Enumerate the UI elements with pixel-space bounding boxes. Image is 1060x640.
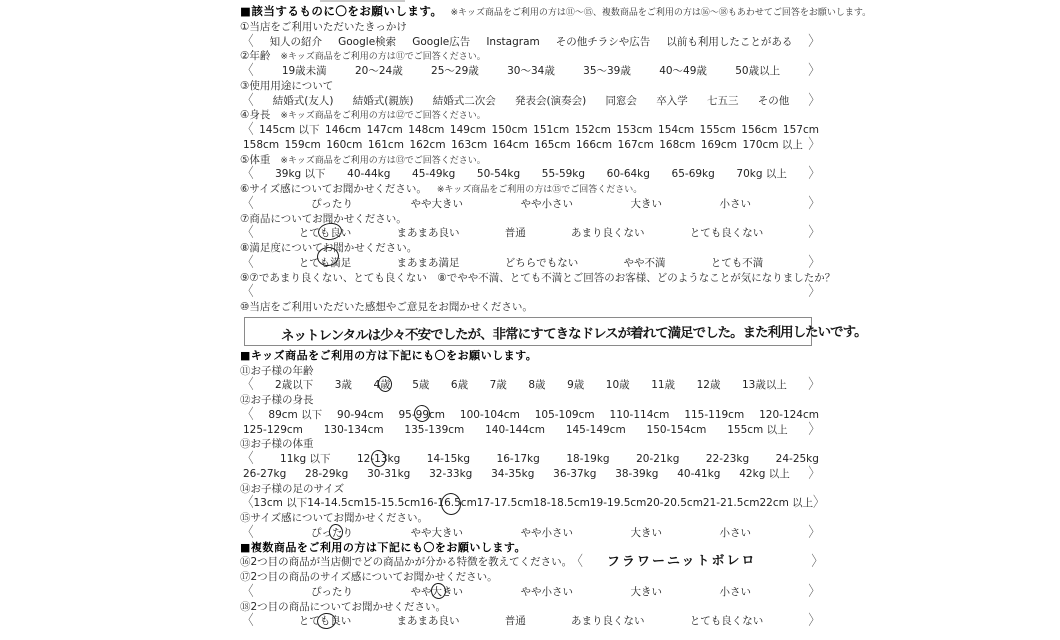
option-item: 150-154cm (646, 423, 707, 436)
option-item: 13cm 以下 (253, 497, 308, 510)
options-row (240, 423, 822, 438)
option-item: 156cm (741, 124, 778, 136)
form-body (240, 20, 867, 630)
options-row (240, 496, 822, 511)
close-bracket: 〉 (811, 554, 822, 571)
section-header (240, 349, 822, 364)
form-title: ■該当するものに〇をお願いします。 (240, 4, 443, 18)
question-text: ⑫お子様の身長 (240, 394, 314, 406)
question-label (240, 153, 822, 168)
option-item: 22-23kg (705, 453, 750, 465)
option-item: 結婚式(友人) (272, 94, 334, 107)
option-item: 50歳以上 (735, 65, 781, 77)
option-item: 10歳 (605, 379, 630, 392)
question-text: ⑥サイズ感についてお聞かせください。 (240, 183, 427, 195)
scan-artifact-line (320, 0, 405, 2)
options-row (240, 138, 822, 153)
option-item: とても良い (299, 614, 352, 629)
comment-box (244, 317, 867, 346)
option-item: 42kg 以上 (739, 467, 790, 480)
option-item: 5歳 (412, 379, 430, 392)
option-item: 28-29kg (305, 467, 349, 480)
option-item: 小さい (719, 197, 751, 210)
close-bracket: 〉 (808, 284, 819, 301)
option-item: やや不満 (623, 256, 666, 269)
close-bracket: 〉 (808, 613, 819, 630)
open-bracket: 〈 (243, 495, 254, 512)
close-bracket: 〉 (813, 495, 824, 512)
options-row (240, 35, 822, 50)
question-text: ⑤体重 (240, 153, 271, 166)
option-item: 154cm (658, 124, 695, 136)
open-bracket: 〈 (243, 524, 254, 541)
option-item: 大きい (630, 526, 662, 539)
open-bracket: 〈 (243, 406, 254, 423)
option-item: 161cm (367, 138, 404, 151)
option-item: やや小さい (520, 526, 573, 539)
option-item: 小さい (719, 526, 751, 539)
option-item: Google検索 (338, 35, 397, 48)
option-item: ぴったり (311, 526, 353, 541)
option-item: 162cm (409, 138, 446, 151)
option-item: 同窓会 (605, 94, 637, 107)
open-bracket: 〈 (243, 583, 254, 600)
close-bracket: 〉 (808, 254, 819, 271)
option-item: まあまあ良い (396, 227, 460, 240)
option-item: 20〜24歳 (355, 65, 403, 77)
options-row (240, 167, 822, 182)
option-item: その他チラシや広告 (555, 35, 651, 48)
option-item: どちらでもない (504, 256, 579, 269)
option-item: 16-16.5cm (420, 496, 477, 511)
option-item: 20-21kg (636, 453, 680, 465)
option-item: 163cm (451, 138, 488, 151)
option-item: 4歳 (373, 378, 390, 393)
option-item: 7歳 (489, 379, 507, 392)
question-label (240, 600, 822, 615)
option-item: 164cm (492, 138, 529, 151)
question-label (240, 108, 822, 123)
question-label (240, 300, 822, 315)
option-item: 153cm (616, 124, 653, 136)
options-row (240, 467, 822, 482)
options-row (240, 64, 822, 79)
option-item: 2歳以下 (275, 379, 314, 392)
options-row (240, 123, 822, 138)
question-note: ※キッズ商品をご利用の方は⑬でご回答ください。 (280, 155, 486, 166)
option-item: 160cm (326, 138, 363, 151)
question-text: ⑪お子様の年齢 (240, 364, 314, 377)
question-text: ⑰2つ目の商品のサイズ感についてお聞かせください。 (240, 571, 498, 583)
option-item: ぴったり (311, 197, 353, 210)
section-title: ■複数商品をご利用の方は下記にも〇をお願いします。 (240, 540, 527, 554)
option-item: 135-139cm (404, 423, 465, 436)
option-item: 168cm (659, 138, 696, 151)
options-row (240, 256, 822, 271)
option-item: 普通 (504, 227, 526, 240)
handwritten-answer: フラワーニットボレロ (606, 553, 757, 571)
option-item: 110-114cm (609, 408, 670, 421)
option-item: 11歳 (651, 379, 676, 392)
handwritten-comment: ネットレンタルは少々不安でしたが、非常にすてきなドレスが着れて満足でした。また利用したいです。 (280, 323, 867, 344)
option-item: 39kg 以下 (275, 168, 326, 181)
option-item: 35〜39歳 (583, 65, 631, 77)
option-item: 120-124cm (759, 408, 819, 421)
option-item: 14-14.5cm (307, 497, 364, 510)
question-text: ⑧満足度についてお聞かせください。 (240, 242, 418, 254)
options-row (240, 408, 822, 423)
question-text: ②年齢 (240, 50, 271, 63)
open-bracket: 〈 (243, 62, 254, 79)
option-item: 55-59kg (541, 168, 586, 181)
option-item: 結婚式(親族) (352, 94, 414, 107)
option-item: Instagram (486, 35, 540, 48)
close-bracket: 〉 (808, 33, 819, 50)
option-item: 145-149cm (565, 423, 626, 436)
option-item: あまり良くない (571, 615, 645, 628)
handwritten-circle-mark (430, 582, 447, 600)
question-text: ⑩当店をご利用いただいた感想やご意見をお聞かせください。 (240, 301, 533, 313)
option-item: 155cm (699, 124, 736, 136)
question-label (240, 271, 836, 286)
question-note: ※キッズ商品をご利用の方は⑮でご回答ください。 (436, 185, 643, 195)
option-item: 36-37kg (553, 467, 597, 480)
option-item: やや大きい (410, 526, 463, 539)
option-item: 32-33kg (429, 467, 473, 480)
option-item: 60-64kg (606, 168, 650, 181)
open-bracket: 〈 (243, 195, 254, 212)
question-label (240, 241, 822, 256)
option-item: 45-49kg (412, 168, 456, 181)
question-text: ⑨⑦であまり良くない、とても良くない ⑧でやや不満、とても不満とご回答のお客様、どのようなことが気になりましたか？ (240, 271, 836, 284)
options-row (240, 197, 822, 212)
question-label (240, 364, 822, 379)
question-text: ⑮サイズ感についてお聞かせください。 (240, 512, 428, 524)
option-item: 167cm (617, 138, 654, 151)
close-bracket: 〉 (808, 421, 819, 438)
section-title: ■キッズ商品をご利用の方は下記にも〇をお願いします。 (240, 348, 538, 362)
option-item: 小さい (719, 585, 751, 598)
question-text: ③使用用途について (240, 79, 334, 92)
option-item: 卒入学 (656, 94, 688, 107)
option-item: 166cm (576, 138, 613, 151)
close-bracket: 〉 (808, 583, 819, 600)
open-bracket: 〈 (243, 92, 254, 109)
option-item: あまり良くない (571, 227, 645, 240)
option-item: 140-144cm (485, 423, 545, 436)
close-bracket: 〉 (808, 166, 819, 183)
open-bracket: 〈 (243, 166, 254, 183)
inline-answer-row (240, 555, 822, 570)
question-label (240, 182, 822, 197)
close-bracket: 〉 (808, 225, 819, 242)
option-item: 89cm 以下 (268, 408, 323, 421)
options-row (240, 526, 822, 541)
option-item: 13歳以上 (742, 379, 787, 392)
option-item: 158cm (243, 138, 280, 151)
option-item: 8歳 (528, 379, 546, 392)
option-item: 普通 (504, 615, 526, 628)
option-item: 145cm 以下 (259, 124, 320, 136)
option-item: 以前も利用したことがある (666, 35, 793, 48)
option-item: 12-13kg (357, 452, 400, 467)
handwritten-circle-mark (328, 523, 344, 541)
handwritten-circle-mark (370, 449, 387, 468)
question-label (240, 20, 822, 35)
open-bracket: 〈 (243, 377, 254, 394)
option-item: 148cm (408, 124, 445, 136)
option-item: 知人の紹介 (269, 35, 323, 48)
option-item: 165cm (534, 138, 571, 151)
option-item: 169cm (700, 138, 737, 151)
question-label (240, 511, 822, 526)
option-item: やや大きい (411, 585, 464, 600)
option-item: 65-69kg (671, 168, 715, 181)
options-row (240, 585, 822, 600)
question-label (240, 79, 822, 94)
option-item: Google広告 (412, 35, 471, 48)
option-item: 25〜29歳 (431, 65, 479, 77)
option-item: 149cm (449, 124, 486, 136)
option-item: 157cm (782, 124, 819, 136)
option-item: まあまあ満足 (396, 256, 460, 269)
question-text: ①当店をご利用いただいたきっかけ (240, 20, 407, 33)
close-bracket: 〉 (808, 524, 819, 541)
option-item: 152cm (574, 124, 611, 136)
options-row (240, 378, 822, 393)
option-item: 50-54kg (476, 168, 521, 181)
option-item: 90-94cm (337, 408, 384, 421)
option-item: 170cm 以上 (742, 138, 803, 151)
option-item: 18-18.5cm (533, 497, 590, 510)
open-bracket: 〈 (243, 254, 254, 271)
option-item: 20-20.5cm (646, 497, 703, 510)
option-item: 発表会(演奏会) (514, 94, 587, 107)
option-item: 9歳 (567, 379, 585, 392)
option-item: とても良い (299, 226, 352, 241)
form-header (240, 4, 872, 19)
option-item: 19歳未満 (281, 65, 327, 77)
question-label (240, 570, 822, 585)
option-item: 40〜49歳 (659, 65, 707, 77)
question-text: ④身長 (240, 109, 271, 122)
close-bracket: 〉 (808, 92, 819, 109)
option-item: 34-35kg (491, 467, 535, 480)
close-bracket: 〉 (808, 136, 819, 153)
open-bracket: 〈 (243, 284, 254, 301)
close-bracket: 〉 (808, 62, 819, 79)
option-item: 40-41kg (677, 467, 721, 480)
question-label (240, 482, 822, 497)
option-item: 159cm (284, 138, 321, 151)
options-row (240, 94, 822, 109)
open-bracket: 〈 (243, 613, 254, 630)
question-label (240, 437, 822, 452)
question-label (240, 212, 822, 227)
option-item: 151cm (533, 124, 570, 136)
open-bracket: 〈 (243, 225, 254, 242)
option-item: 大きい (630, 585, 662, 598)
option-item: 22cm 以上 (759, 497, 814, 510)
options-row (240, 452, 822, 467)
question-note: ※キッズ商品をご利用の方は⑫でご回答ください。 (280, 111, 486, 122)
form-title-note: ※キッズ商品をご利用の方は⑪〜⑮、複数商品をご利用の方は⑯〜⑱もあわせてご回答をお願いします。 (450, 8, 872, 18)
option-item: 七五三 (706, 94, 739, 107)
question-text: ⑯2つ目の商品が当店側でどの商品かが分かる特徴を教えてください。 (240, 556, 573, 569)
open-bracket: 〈 (243, 33, 254, 50)
option-item: まあまあ良い (396, 615, 460, 628)
option-item: 大きい (630, 197, 662, 210)
question-text: ⑬お子様の体重 (240, 438, 314, 451)
handwritten-circle-mark (316, 612, 337, 630)
option-item: 40-44kg (347, 168, 391, 181)
form-content (240, 4, 872, 630)
option-item: 146cm (325, 124, 362, 136)
open-bracket: 〈 (243, 121, 254, 138)
option-item: 147cm (366, 124, 403, 136)
options-row (240, 614, 822, 629)
option-item: 95-99cm (398, 408, 445, 423)
option-item: 26-27kg (243, 467, 287, 480)
option-item: 125-129cm (243, 423, 303, 436)
option-item: 30〜34歳 (507, 65, 555, 77)
option-item: 38-39kg (615, 467, 659, 480)
option-item: 14-15kg (426, 453, 471, 465)
option-item: 115-119cm (684, 408, 745, 421)
option-item: やや大きい (410, 197, 463, 210)
close-bracket: 〉 (808, 195, 819, 212)
option-item: 130-134cm (323, 423, 384, 436)
option-item: とても満足 (299, 256, 352, 271)
option-item: 21-21.5cm (702, 497, 760, 510)
option-item: ぴったり (311, 585, 353, 598)
handwritten-circle-mark (378, 375, 394, 393)
question-text: ⑭お子様の足のサイズ (240, 482, 345, 495)
option-item: とても良くない (689, 227, 764, 240)
option-item: 30-31kg (367, 467, 411, 480)
option-item: 3歳 (334, 379, 352, 392)
close-bracket: 〉 (808, 465, 819, 482)
option-item: 12歳 (696, 379, 721, 392)
options-row (240, 285, 822, 300)
open-bracket: 〈 (243, 450, 254, 467)
option-item: 100-104cm (459, 408, 520, 421)
option-item: やや小さい (520, 585, 573, 598)
open-bracket: 〈 (572, 554, 583, 571)
option-item: 11kg 以下 (280, 453, 331, 465)
option-item: 18-19kg (566, 453, 610, 465)
option-item: とても良くない (689, 615, 764, 628)
option-item: 16-17kg (496, 453, 540, 465)
close-bracket: 〉 (808, 377, 819, 394)
option-item: 15-15.5cm (363, 497, 421, 510)
option-item: やや小さい (520, 197, 573, 210)
option-item: とても不満 (710, 256, 764, 269)
option-item: 19-19.5cm (589, 497, 647, 510)
question-text: ⑱2つ目の商品についてお聞かせください。 (240, 600, 446, 613)
question-label (240, 49, 822, 64)
option-item: 24-25kg (775, 453, 819, 465)
question-label (240, 393, 822, 408)
option-item: 70kg 以上 (736, 168, 787, 181)
options-row (240, 226, 822, 241)
option-item: その他 (757, 94, 790, 107)
option-item: 105-109cm (534, 408, 595, 421)
question-note: ※キッズ商品をご利用の方は⑪でご回答ください。 (280, 52, 486, 63)
option-item: 6歳 (450, 379, 469, 392)
option-item: 150cm (491, 124, 528, 136)
option-item: 17-17.5cm (476, 497, 534, 510)
question-text: ⑦商品についてお聞かせください。 (240, 212, 407, 225)
option-item: 結婚式二次会 (432, 94, 496, 107)
option-item: 155cm 以上 (727, 423, 788, 436)
